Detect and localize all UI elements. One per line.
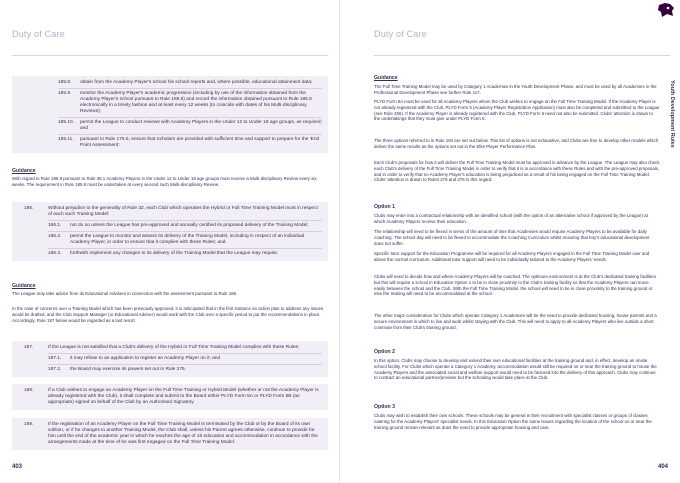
guidance-heading: Guidance [12, 283, 36, 289]
rule-185-9: 185.9. monitor the Academy Player's academic progression (including by use of the information obtained from the Academy Player's school pursuant to Rule 185.8) and record the information obtained pursuant to Rule 185.8 electronically in a timely fashion and at least every 12 weeks (to coincide with dates of his Multi-disciplinary Reviews); [58, 91, 312, 114]
rule-187-2: 187.2. the Board may exercise its powers set out in Rule 276. [48, 367, 186, 372]
rule-188-box: 188. If a Club wishes to engage an Academy Player on the Full Time Training or Hybrid Model (whether or not the Academy Player is already registered with the Club), it shall complete and submit to the Board either PLYD Form 5A or PLYD Form 5B (as appropriate) signed on behalf of the Club by an Authorised Signatory. [12, 384, 328, 410]
paragraph: The other major consideration for Clubs which operate Category 1 Academies will be the need to provide dedicated housing, house parents and a secure environment in which to live and work whilst staying with the Club. This will need to apply to all Academy Players who live outside a short commute from their Club's training ground. [374, 313, 657, 330]
paragraph: The Full Time Training Model may be used by Category 1 Academies in the Youth Development Phase, and must be used by all Academies in the Professional Development Phase see further Rule 117. [374, 84, 657, 95]
option-3-heading: Option 3 [374, 404, 396, 410]
paragraph: In this option, Clubs may choose to develop and extend their own educational facilities at the training ground and, in effect, develop an onsite school facility. For Clubs which operate a Category 1 Academy, accommodation would still be required on or near the training ground to house the Academy Players and the associated social and welfare support would need to be factored into the delivery of this approach. Clubs may continue to contract an educational partner/provider but the schooling would take place at the Club. [374, 358, 657, 381]
paragraph: The three options referred to in Rule 184 are set out below. This list of options is not exhaustive, and Clubs are free to develop other models which deliver the same results as the options set out in the Elite Player Performance Plan. [374, 138, 659, 149]
rule-186-1: 186.1. not do so unless the League has pre-approved and annually certified its proposed delivery of the Training Model; [48, 223, 309, 228]
option-2-heading: Option 2 [374, 349, 396, 355]
right-page [340, 0, 680, 483]
lion-crest-icon [656, 2, 676, 18]
rule-185-10: 185.10. permit the League to conduct reviews with Academy Players in the Under 12 to Under 18 age groups, as required; and [58, 120, 322, 131]
guidance-text: In the case of concerns over a Training Model which has been previously approved, it is anticipated that in the first instance an action plan to address any issues would be drafted, and the Club Support Manager (or Educational Adviser) would work with the Club over a specific period to put the recommendations in place. Accordingly, Rule 187 below would be regarded as a last resort. [12, 306, 324, 323]
guidance-text: With regard to Rule 185.9 pursuant to Rule 36.1 Academy Players in the Under 12 to Under 18 age groups must receive a Multi-disciplinary Review every six weeks. The requirement in Rule 185.9 must be undertaken at every second such Multi-disciplinary Review. [12, 176, 317, 187]
guidance-heading: Guidance [12, 168, 36, 174]
rule-185-box [12, 76, 328, 153]
paragraph: Specific tutor support for the Education Programme will be required for all Academy Players engaged in the Full Time Training Model over and above the normal curriculum. Additional tutor support will need to be individually tailored to the Academy Players' needs. [374, 251, 650, 262]
page-number: 404 [658, 464, 669, 470]
rule-187-1: 187.1. it may refuse to an application to register an Academy Player on it; and [48, 356, 221, 361]
side-title: Youth Development Rules [669, 80, 675, 148]
rule-187-box: 187. If the League is not satisfied that a Club's delivery of the Hybrid or Full Time Training Model complies with these Rules: 187.1. it may refuse to an application to register an Academy Player on it; and 187.2. the Board may exercise its powers set out in Rule 276. [12, 341, 328, 377]
page-number: 403 [12, 464, 23, 470]
header-rule [12, 55, 328, 56]
paragraph: The relationship will need to be flexed in terms of the amount of time that Academies would require Academy Players to be available for daily coaching. The school day will need to be flexed to accommodate the Coaching Curriculum whilst ensuring that boy's educational development does not suffer. [374, 229, 650, 246]
paragraph: Clubs will need to decide how and where Academy Players will be coached. The optimum environment is at the Club's dedicated training facilities but this will require a school in Education Option 1 to be in close proximity to the Club's training facility so that the Academy Players can move easily between the school and the Club. With the Full Time Training Model, the school will need to be in close proximity to the training ground or else the training will need to be accommodated at the school. [374, 274, 656, 297]
paragraph: Each Club's proposals for how it will deliver the Full Time Training Model must be approved in advance by the League. The League may also check each Club's delivery of the Full Time Training Model in order to verify that it is in accordance with these Rules and with the pre-approved proposals, and in order to verify that no Academy Player's education is being prejudiced as a result of his being engaged on the Full Time Training Model. Clubs' attention is drawn to Rules 275 and 276 in this regard. [374, 160, 660, 183]
paragraph: PLYD Form 5A must be used for all Academy Players whom the Club wishes to engage on the Full Time Training Model. If the Academy Player is not already registered with the Club, PLYD Form 5 (Academy Player Registration Application) must also be completed and submitted to the League (see Rule 256). If the Academy Player is already registered with the Club, PLYD Form 5 need not also be submitted. Clubs' attention is drawn to the undertakings that they must give under PLYD Form 5. [374, 99, 660, 122]
option-1-heading: Option 1 [374, 204, 396, 210]
rule-189-box: 189. If the registration of an Academy Player on the Full Time Training Model is terminated by the Club or by the Board of its own volition, or if he changes to another Training Model, the Club shall, unless his Parent agrees otherwise, continue to provide for him until the end of the academic year in which he reaches the age of 16 education and accommodation in accordance with the arrangements made at the time of he was first engaged on the Full Time Training Model. [12, 418, 328, 450]
page-header: Duty of Care [374, 29, 427, 39]
guidance-text: The League may take advice from its Educational Advisers in connection with the assessment pursuant to Rule 186. [12, 291, 238, 296]
rule-186-box [12, 202, 328, 261]
rule-186-3: 186.3. forthwith implement any changes to its delivery of the Training Model that the League may require. [48, 251, 279, 256]
rule-number: 186. [24, 206, 34, 211]
rule-185-8: 185.8. obtain from the Academy Player's school his school reports and, where possible, educational attainment data; [58, 80, 313, 85]
guidance-heading: Guidance [374, 75, 398, 81]
paragraph: Clubs may wish to establish their own schools. These schools may be general in their recruitment with specialist classes or groups of classes catering for the Academy Players' specialist needs. In this Education Option the same issues regarding the location of the school on or near the training ground remain relevant as does the need to provide appropriate housing and care. [374, 413, 652, 430]
header-rule [374, 55, 670, 56]
rule-186-2: 186.2. permit the League to monitor and assess its delivery of the Training Model, including in respect of an individual Academy Player, in order to ensure that it complies with these Rules; and [48, 234, 305, 245]
page-header: Duty of Care [12, 29, 65, 39]
rule-185-11: 185.11. pursuant to Rule 175.5, ensure that Scholars are provided with sufficient time and support to prepare for the 'End Point Assessment'. [58, 137, 320, 148]
paragraph: Clubs may enter into a contractual relationship with an identified school (with the option of an alternative school if approved by the League) at which Academy Players receive their education. [374, 213, 648, 224]
rule-text: Without prejudice to the generality of Rule 32, each Club which operates the Hybrid or Full Time Training Model must in respect of each such Training Model: [48, 206, 318, 217]
